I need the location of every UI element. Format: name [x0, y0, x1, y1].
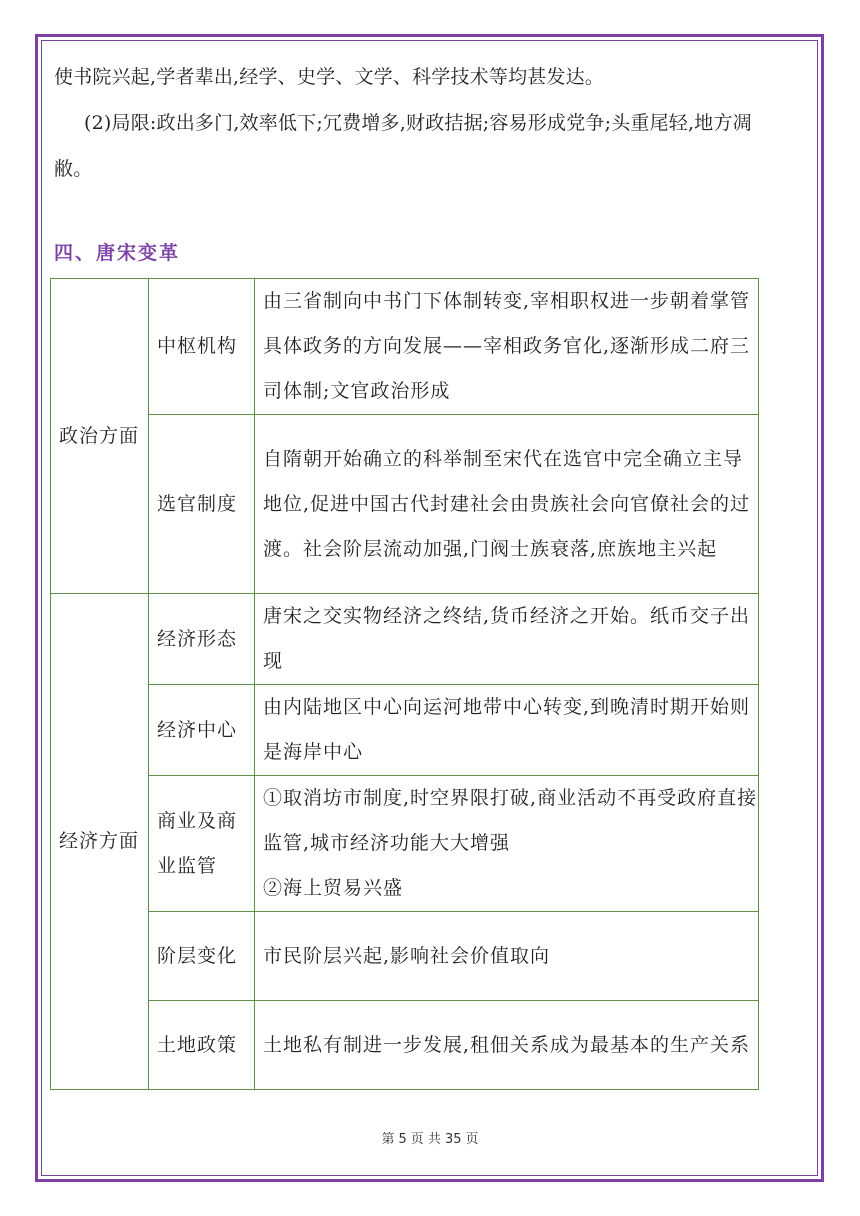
- footer-total-pages: 35: [444, 1132, 462, 1147]
- intro-line-1: 使书院兴起,学者辈出,经学、史学、文学、科学技术等均甚发达。: [54, 66, 605, 88]
- table-row: [51, 279, 759, 415]
- item-cell: 商业及商业监管: [149, 776, 255, 912]
- table-row: [51, 1001, 759, 1090]
- item-cell: 中枢机构: [149, 279, 255, 415]
- content-line: ①取消坊市制度,时空界限打破,商业活动不再受政府直接监管,城市经济功能大大增强: [263, 787, 758, 854]
- tang-song-table: [50, 278, 759, 1090]
- content-cell: 由内陆地区中心向运河地带中心转变,到晚清时期开始则是海岸中心: [255, 685, 759, 776]
- content-cell: 唐宋之交实物经济之终结,货币经济之开始。纸币交子出现: [255, 594, 759, 685]
- content-cell: 由三省制向中书门下体制转变,宰相职权进一步朝着掌管具体政务的方向发展——宰相政务官化,逐渐形成二府三司体制;文官政治形成: [255, 279, 759, 415]
- item-cell: 土地政策: [149, 1001, 255, 1090]
- item-cell: 经济形态: [149, 594, 255, 685]
- table-row: [51, 415, 759, 594]
- content-cell: 土地私有制进一步发展,租佃关系成为最基本的生产关系: [255, 1001, 759, 1090]
- table-row: [51, 912, 759, 1001]
- content-line: ②海上贸易兴盛: [263, 877, 404, 899]
- content-cell: [255, 776, 759, 912]
- footer-suffix: 页: [465, 1132, 479, 1147]
- category-cell: 政治方面: [51, 279, 149, 594]
- table-row: [51, 594, 759, 685]
- footer-prefix: 第: [381, 1132, 395, 1147]
- item-cell: 阶层变化: [149, 912, 255, 1001]
- section-heading: 四、唐宋变革: [54, 242, 181, 264]
- table-row: [51, 776, 759, 912]
- item-cell: 经济中心: [149, 685, 255, 776]
- item-cell: 选官制度: [149, 415, 255, 594]
- page-footer: [0, 1128, 860, 1147]
- footer-mid: 页 共: [410, 1132, 441, 1147]
- limitation-paragraph: (2)局限:政出多门,效率低下;冗费增多,财政拮据;容易形成党争;头重尾轻,地方凋敝。: [54, 112, 752, 180]
- content-cell: 自隋朝开始确立的科举制至宋代在选官中完全确立主导地位,促进中国古代封建社会由贵族社会向官僚社会的过渡。社会阶层流动加强,门阀士族衰落,庶族地主兴起: [255, 415, 759, 594]
- footer-page-number: 5: [398, 1132, 407, 1147]
- table-row: [51, 685, 759, 776]
- content-cell: 市民阶层兴起,影响社会价值取向: [255, 912, 759, 1001]
- intro-text: [54, 54, 762, 192]
- category-cell: 经济方面: [51, 594, 149, 1090]
